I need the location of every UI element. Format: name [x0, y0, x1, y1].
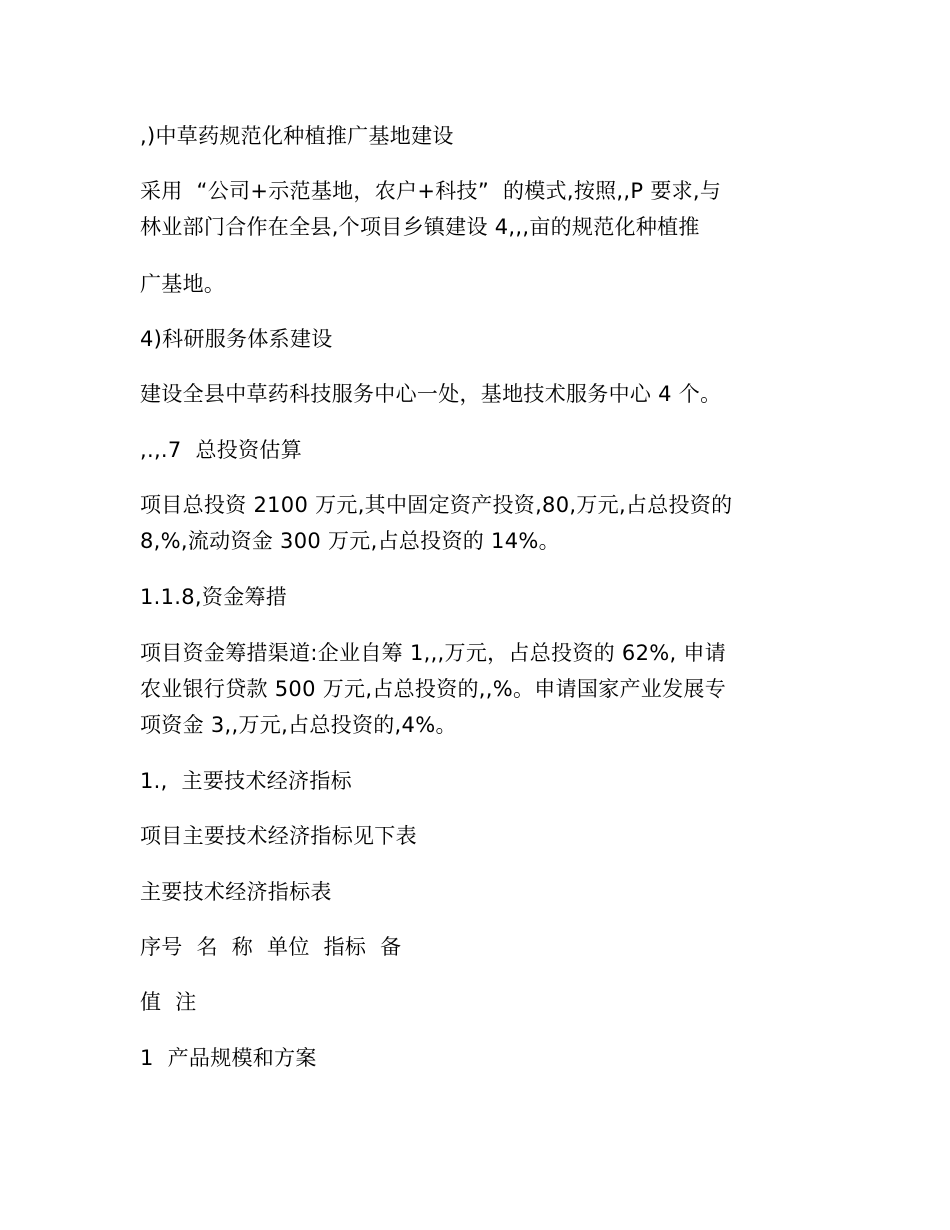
paragraph-line: 农业银行贷款 500 万元,占总投资的,,%。申请国家产业发展专	[140, 677, 727, 701]
table-header-row-1: 序号 名 称 单位 指标 备	[140, 935, 402, 959]
heading-investment-estimate: ,.,.7 总投资估算	[140, 438, 303, 462]
paragraph-line: 林业部门合作在全县,个项目乡镇建设 4,,,亩的规范化种植推	[140, 215, 700, 239]
paragraph-research-system: 建设全县中草药科技服务中心一处，基地技术服务中心 4 个。	[140, 382, 722, 406]
paragraph-line: 项目总投资 2100 万元,其中固定资产投资,80,万元,占总投资的	[140, 493, 733, 517]
paragraph-base-construction	[140, 173, 721, 245]
paragraph-base-tail: 广基地。	[140, 272, 226, 296]
paragraph-line: 8,%,流动资金 300 万元,占总投资的 14%。	[140, 529, 560, 553]
paragraph-technical-indicators: 项目主要技术经济指标见下表	[140, 824, 417, 848]
heading-technical-indicators: 1., 主要技术经济指标	[140, 769, 352, 793]
heading-base-construction: ,)中草药规范化种植推广基地建设	[140, 124, 454, 148]
table-row-1: 1 产品规模和方案	[140, 1046, 317, 1070]
paragraph-line: 项目资金筹措渠道:企业自筹 1,,,万元，占总投资的 62%, 申请	[140, 641, 727, 665]
paragraph-investment	[140, 487, 732, 559]
paragraph-line: 采用 “公司+示范基地，农户+科技” 的模式,按照,,P 要求,与	[140, 179, 722, 203]
heading-research-system: 4)科研服务体系建设	[140, 327, 333, 351]
table-header-row-2: 值 注	[140, 990, 197, 1014]
paragraph-line: 项资金 3,,万元,占总投资的,4%。	[140, 713, 457, 737]
paragraph-funding	[140, 635, 726, 743]
heading-funding: 1.1.8,资金筹措	[140, 585, 288, 609]
table-title: 主要技术经济指标表	[140, 880, 332, 904]
